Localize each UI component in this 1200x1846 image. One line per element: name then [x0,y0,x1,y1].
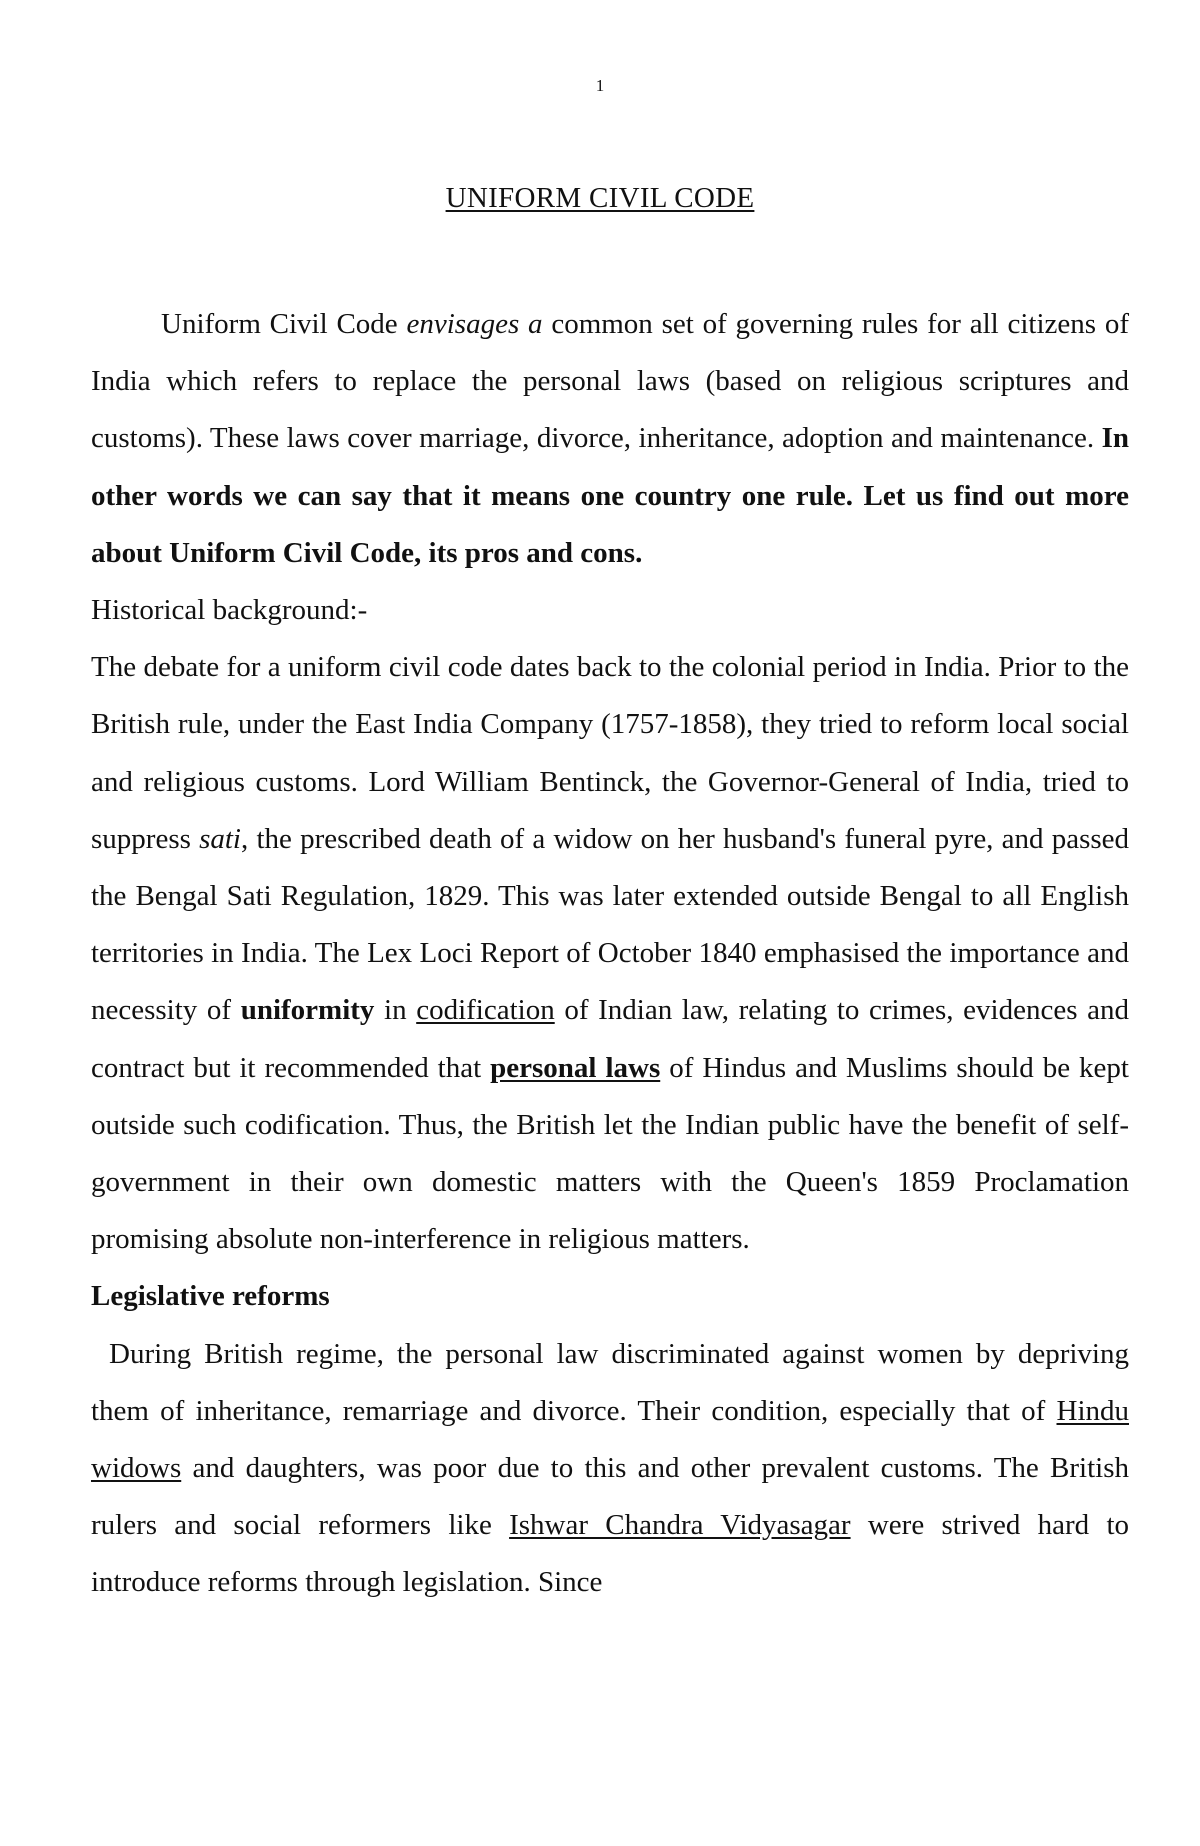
historical-text-4: of Indian law, relating to crimes, evidences and contract but it recommended that [91,994,1129,1084]
historical-italic-sati: sati [199,822,241,855]
intro-paragraph [91,296,1129,582]
intro-italic-phrase: envisages a [406,308,543,340]
intro-text-1: Uniform Civil Code [161,308,407,340]
historical-paragraph [91,639,1129,1268]
legislative-text-3: were strived hard to introduce reforms through legislation. Since [91,1509,1130,1599]
intro-text-2: common set of governing rules for all citizens of India which refers to replace the personal laws (based on religious scriptures and customs). These laws cover marriage, divorce, inheritance, adoption and maintenance. [91,308,1129,455]
intro-bold-summary: In other words we can say that it means one country one rule. Let us find out more about Uniform Civil Code, its pros and cons. [91,422,1129,569]
page-number: 1 [595,76,605,95]
personal-laws-link[interactable]: personal laws [490,1051,661,1084]
hindu-widows-link[interactable]: Hindu widows [91,1394,1129,1485]
codification-link[interactable]: codification [416,994,555,1027]
legislative-text-2: and daughters, was poor due to this and other prevalent customs. The British rulers and social reformers like [91,1452,1129,1542]
historical-text-5: of Hindus and Muslims should be kept outside such codification. Thus, the British let the Indian public have the benefit of self-government in their own domestic matters with the Queen's 1859 Proclamation promising absolute non-interference in religious matters. [91,1051,1129,1256]
document-body [91,296,1129,1612]
legislative-heading: Legislative reforms [91,1280,330,1313]
historical-heading: Historical background:- [91,594,368,627]
document-title: UNIFORM CIVIL CODE [445,182,755,214]
historical-text-2: , the prescribed death of a widow on her husband's funeral pyre, and passed the Bengal Sati Regulation, 1829. This was later extended outside Bengal to all English territories in India. The Lex Loci Report of October 1840 emphasised the importance and necessity of [91,822,1130,1027]
historical-bold-uniformity: uniformity [240,994,375,1027]
ishwar-chandra-vidyasagar-link[interactable]: Ishwar Chandra Vidyasagar [509,1509,851,1542]
historical-text-3: in [374,994,417,1027]
legislative-paragraph [91,1326,1129,1612]
legislative-text-1: During British regime, the personal law discriminated against women by depriving them of inheritance, remarriage and divorce. Their condition, especially that of [91,1337,1129,1427]
historical-text-1: The debate for a uniform civil code dates back to the colonial period in India. Prior to the British rule, under the East India Company (1757-1858), they tried to reform local social and religious customs. Lord William Bentinck, the Governor-General of India, tried to suppress [91,651,1129,855]
